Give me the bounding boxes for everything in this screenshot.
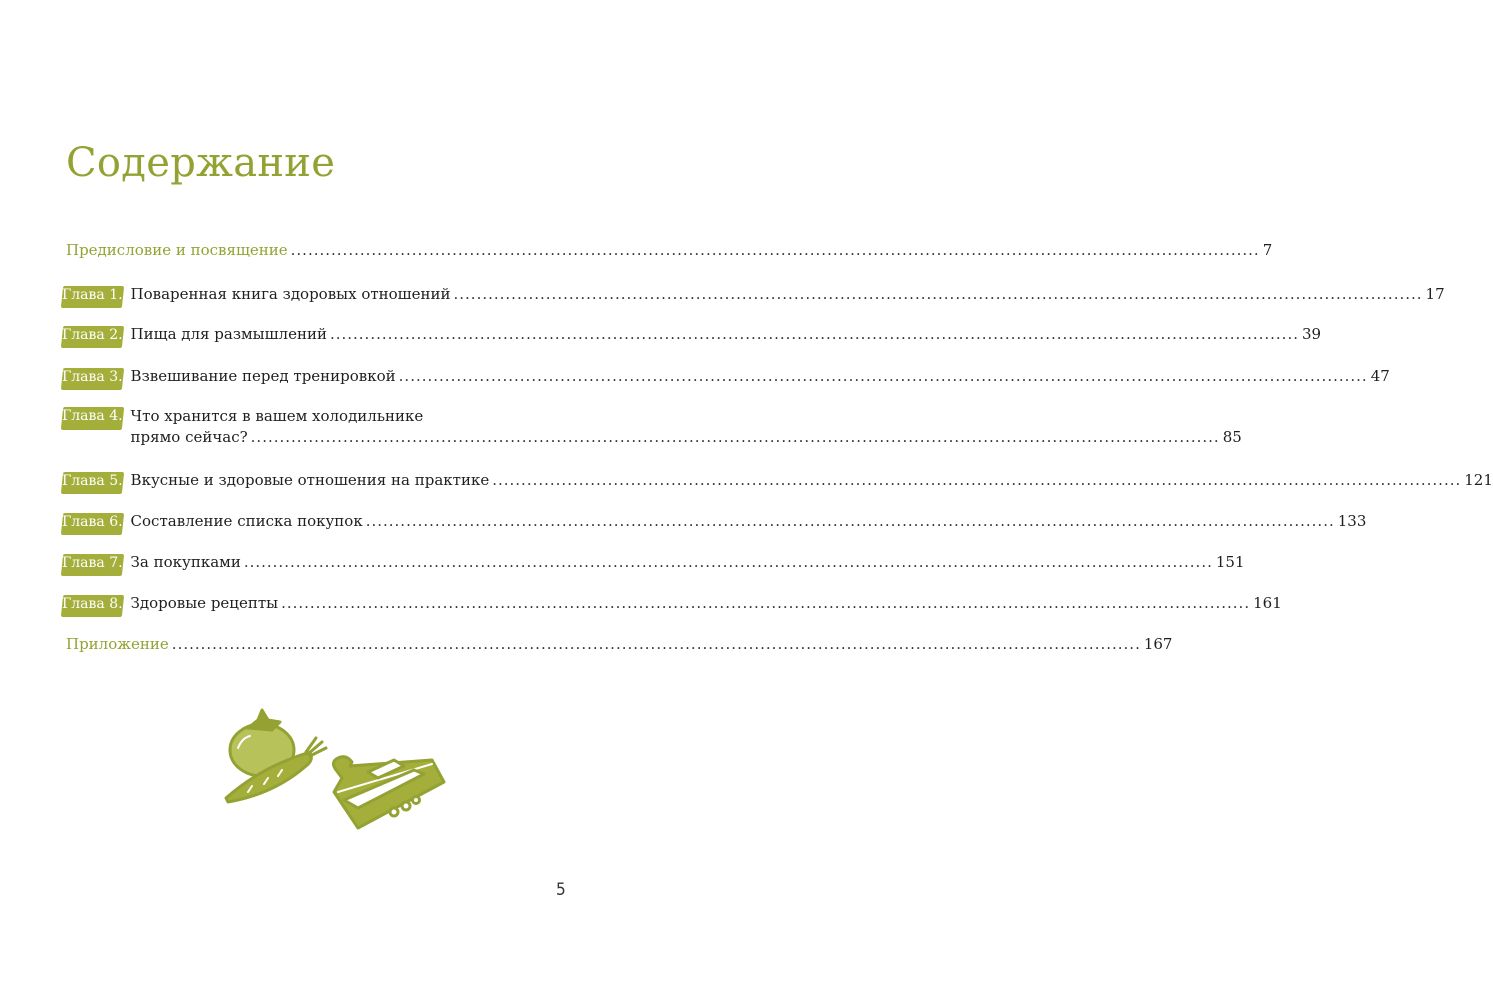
chapter-badge: Глава 6.	[62, 514, 123, 530]
page-number: 7	[1262, 241, 1273, 259]
page-number: 17	[1425, 285, 1445, 303]
toc-entry-appendix[interactable]	[66, 634, 1173, 654]
dot-leader	[492, 470, 1461, 490]
vegetables-cutting-board-illustration	[218, 708, 450, 838]
dot-leader	[454, 284, 1423, 304]
chapter-title: Здоровые рецепты	[130, 594, 279, 612]
page-number-folio: 5	[556, 880, 566, 900]
chapter-badge: Глава 7.	[62, 555, 123, 571]
dot-leader	[399, 366, 1368, 386]
chapter-title: Составление списка покупок	[130, 512, 363, 530]
toc-entry-chapter-5[interactable]	[62, 470, 1493, 490]
chapter-title-line-2: прямо сейчас?	[130, 428, 248, 446]
chapter-title: За покупками	[130, 553, 241, 571]
chapter-badge: Глава 1.	[62, 287, 123, 303]
page-number: 133	[1337, 512, 1367, 530]
toc-entry-chapter-8[interactable]	[62, 593, 1282, 613]
page-number: 167	[1143, 635, 1173, 653]
dot-leader	[251, 427, 1220, 448]
preface-label: Предисловие и посвящение	[66, 241, 288, 259]
appendix-label: Приложение	[66, 635, 169, 653]
dot-leader	[281, 593, 1250, 613]
dot-leader	[291, 240, 1260, 260]
toc-entry-chapter-7[interactable]	[62, 552, 1245, 572]
page-number: 121	[1464, 471, 1493, 489]
dot-leader	[244, 552, 1213, 572]
page-number: 39	[1302, 325, 1322, 343]
page-title: Содержание	[66, 140, 336, 186]
page-number: 161	[1253, 594, 1282, 612]
chapter-title-line-1: Что хранится в вашем холодильнике	[130, 407, 424, 425]
page-number: 85	[1222, 428, 1242, 446]
chapter-title: Поваренная книга здоровых отношений	[130, 285, 451, 303]
chapter-badge: Глава 3.	[62, 369, 123, 385]
dot-leader	[330, 324, 1299, 344]
toc-entry-preface[interactable]	[66, 240, 1273, 260]
page-number: 47	[1370, 367, 1390, 385]
chapter-title: Вкусные и здоровые отношения на практике	[130, 471, 490, 489]
page-number: 151	[1215, 553, 1245, 571]
dot-leader	[172, 634, 1141, 654]
toc-entry-chapter-4[interactable]	[62, 406, 1242, 448]
toc-entry-chapter-2[interactable]	[62, 324, 1322, 344]
toc-entry-chapter-6[interactable]	[62, 511, 1367, 531]
chapter-badge: Глава 8.	[62, 596, 123, 612]
dot-leader	[366, 511, 1335, 531]
chapter-badge: Глава 5.	[62, 473, 123, 489]
toc-entry-chapter-3[interactable]	[62, 366, 1390, 386]
toc-entry-chapter-1[interactable]	[62, 284, 1445, 304]
chapter-badge: Глава 2.	[62, 327, 123, 343]
chapter-title: Взвешивание перед тренировкой	[130, 367, 396, 385]
chapter-badge: Глава 4.	[62, 406, 123, 427]
chapter-title: Пища для размышлений	[130, 325, 327, 343]
